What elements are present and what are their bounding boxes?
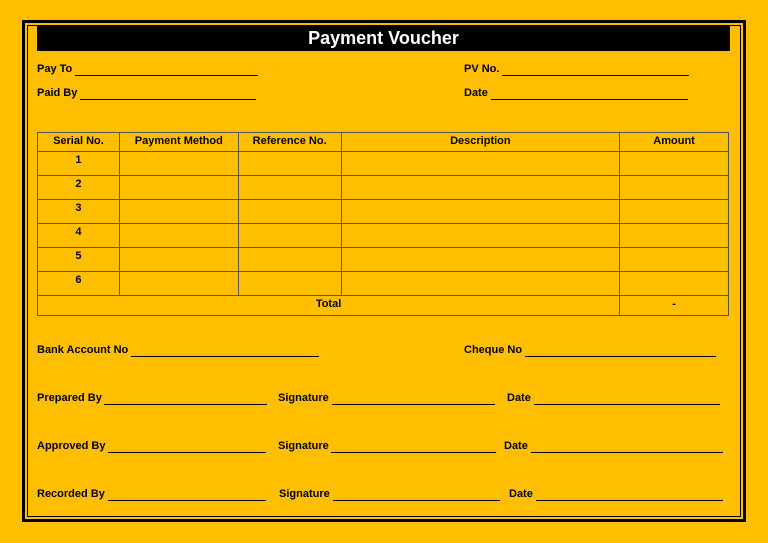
paid-by-label: Paid By bbox=[37, 87, 78, 99]
col-payment-method: Payment Method bbox=[119, 133, 238, 152]
recorded-by-line[interactable] bbox=[108, 490, 266, 501]
table-row bbox=[38, 272, 729, 296]
payment-method-cell[interactable] bbox=[119, 176, 238, 200]
pv-no-label: PV No. bbox=[464, 63, 500, 75]
prepared-date-line[interactable] bbox=[534, 394, 720, 405]
recorded-signature-field[interactable] bbox=[279, 487, 500, 501]
payment-method-cell[interactable] bbox=[119, 200, 238, 224]
bank-account-label: Bank Account No bbox=[37, 344, 129, 356]
approved-signature-field[interactable] bbox=[278, 439, 496, 453]
serial-cell: 3 bbox=[38, 200, 120, 224]
description-cell[interactable] bbox=[341, 248, 620, 272]
recorded-date-line[interactable] bbox=[536, 490, 723, 501]
serial-cell: 1 bbox=[38, 152, 120, 176]
paid-by-field[interactable] bbox=[37, 86, 256, 100]
cheque-no-label: Cheque No bbox=[464, 344, 523, 356]
cheque-no-field[interactable] bbox=[464, 343, 716, 357]
cheque-no-line[interactable] bbox=[525, 346, 716, 357]
prepared-signature-field[interactable] bbox=[278, 391, 495, 405]
col-serial-no: Serial No. bbox=[38, 133, 120, 152]
description-cell[interactable] bbox=[341, 152, 620, 176]
prepared-by-label: Prepared By bbox=[37, 392, 102, 404]
header-date-line[interactable] bbox=[491, 89, 688, 100]
pay-to-field[interactable] bbox=[37, 62, 258, 76]
prepared-signature-line[interactable] bbox=[332, 394, 495, 405]
prepared-signature-label: Signature bbox=[278, 392, 329, 404]
col-description: Description bbox=[341, 133, 620, 152]
payment-method-cell[interactable] bbox=[119, 224, 238, 248]
payment-method-cell[interactable] bbox=[119, 248, 238, 272]
amount-cell[interactable] bbox=[620, 200, 729, 224]
prepared-by-line[interactable] bbox=[104, 394, 267, 405]
total-label: Total bbox=[38, 296, 620, 316]
serial-cell: 2 bbox=[38, 176, 120, 200]
description-cell[interactable] bbox=[341, 272, 620, 296]
approved-date-field[interactable] bbox=[504, 439, 723, 453]
payment-method-cell[interactable] bbox=[119, 152, 238, 176]
paid-by-line[interactable] bbox=[80, 89, 256, 100]
description-cell[interactable] bbox=[341, 176, 620, 200]
col-reference-no: Reference No. bbox=[238, 133, 341, 152]
reference-no-cell[interactable] bbox=[238, 272, 341, 296]
header-date-field[interactable] bbox=[464, 86, 688, 100]
description-cell[interactable] bbox=[341, 200, 620, 224]
header-row-2 bbox=[37, 86, 730, 100]
reference-no-cell[interactable] bbox=[238, 176, 341, 200]
approved-row bbox=[37, 439, 730, 453]
description-cell[interactable] bbox=[341, 224, 620, 248]
payment-method-cell[interactable] bbox=[119, 272, 238, 296]
header-row-1 bbox=[37, 62, 730, 76]
recorded-signature-label: Signature bbox=[279, 488, 330, 500]
approved-signature-label: Signature bbox=[278, 440, 329, 452]
table-row bbox=[38, 176, 729, 200]
recorded-by-field[interactable] bbox=[37, 487, 266, 501]
amount-cell[interactable] bbox=[620, 272, 729, 296]
approved-date-line[interactable] bbox=[531, 442, 723, 453]
total-row bbox=[38, 296, 729, 316]
payment-items-table bbox=[37, 132, 729, 316]
reference-no-cell[interactable] bbox=[238, 200, 341, 224]
bank-account-line[interactable] bbox=[131, 346, 319, 357]
amount-cell[interactable] bbox=[620, 224, 729, 248]
serial-cell: 4 bbox=[38, 224, 120, 248]
table-row bbox=[38, 200, 729, 224]
approved-date-label: Date bbox=[504, 440, 528, 452]
approved-signature-line[interactable] bbox=[331, 442, 496, 453]
amount-cell[interactable] bbox=[620, 248, 729, 272]
table-row bbox=[38, 248, 729, 272]
recorded-date-field[interactable] bbox=[509, 487, 723, 501]
pay-to-line[interactable] bbox=[75, 65, 258, 76]
prepared-row bbox=[37, 391, 730, 405]
table-row bbox=[38, 224, 729, 248]
bank-account-field[interactable] bbox=[37, 343, 319, 357]
total-amount: - bbox=[620, 296, 729, 316]
reference-no-cell[interactable] bbox=[238, 224, 341, 248]
amount-cell[interactable] bbox=[620, 176, 729, 200]
header-date-label: Date bbox=[464, 87, 488, 99]
pv-no-line[interactable] bbox=[502, 65, 689, 76]
approved-by-line[interactable] bbox=[108, 442, 266, 453]
pv-no-field[interactable] bbox=[464, 62, 689, 76]
reference-no-cell[interactable] bbox=[238, 248, 341, 272]
serial-cell: 5 bbox=[38, 248, 120, 272]
reference-no-cell[interactable] bbox=[238, 152, 341, 176]
table-header-row bbox=[38, 133, 729, 152]
recorded-row bbox=[37, 487, 730, 501]
prepared-by-field[interactable] bbox=[37, 391, 267, 405]
bank-row bbox=[37, 343, 730, 357]
pay-to-label: Pay To bbox=[37, 63, 73, 75]
table-row bbox=[38, 152, 729, 176]
prepared-date-label: Date bbox=[507, 392, 531, 404]
prepared-date-field[interactable] bbox=[507, 391, 720, 405]
recorded-signature-line[interactable] bbox=[333, 490, 500, 501]
col-amount: Amount bbox=[620, 133, 729, 152]
amount-cell[interactable] bbox=[620, 152, 729, 176]
approved-by-field[interactable] bbox=[37, 439, 266, 453]
recorded-by-label: Recorded By bbox=[37, 488, 105, 500]
serial-cell: 6 bbox=[38, 272, 120, 296]
approved-by-label: Approved By bbox=[37, 440, 106, 452]
recorded-date-label: Date bbox=[509, 488, 533, 500]
voucher-title: Payment Voucher bbox=[37, 26, 730, 51]
